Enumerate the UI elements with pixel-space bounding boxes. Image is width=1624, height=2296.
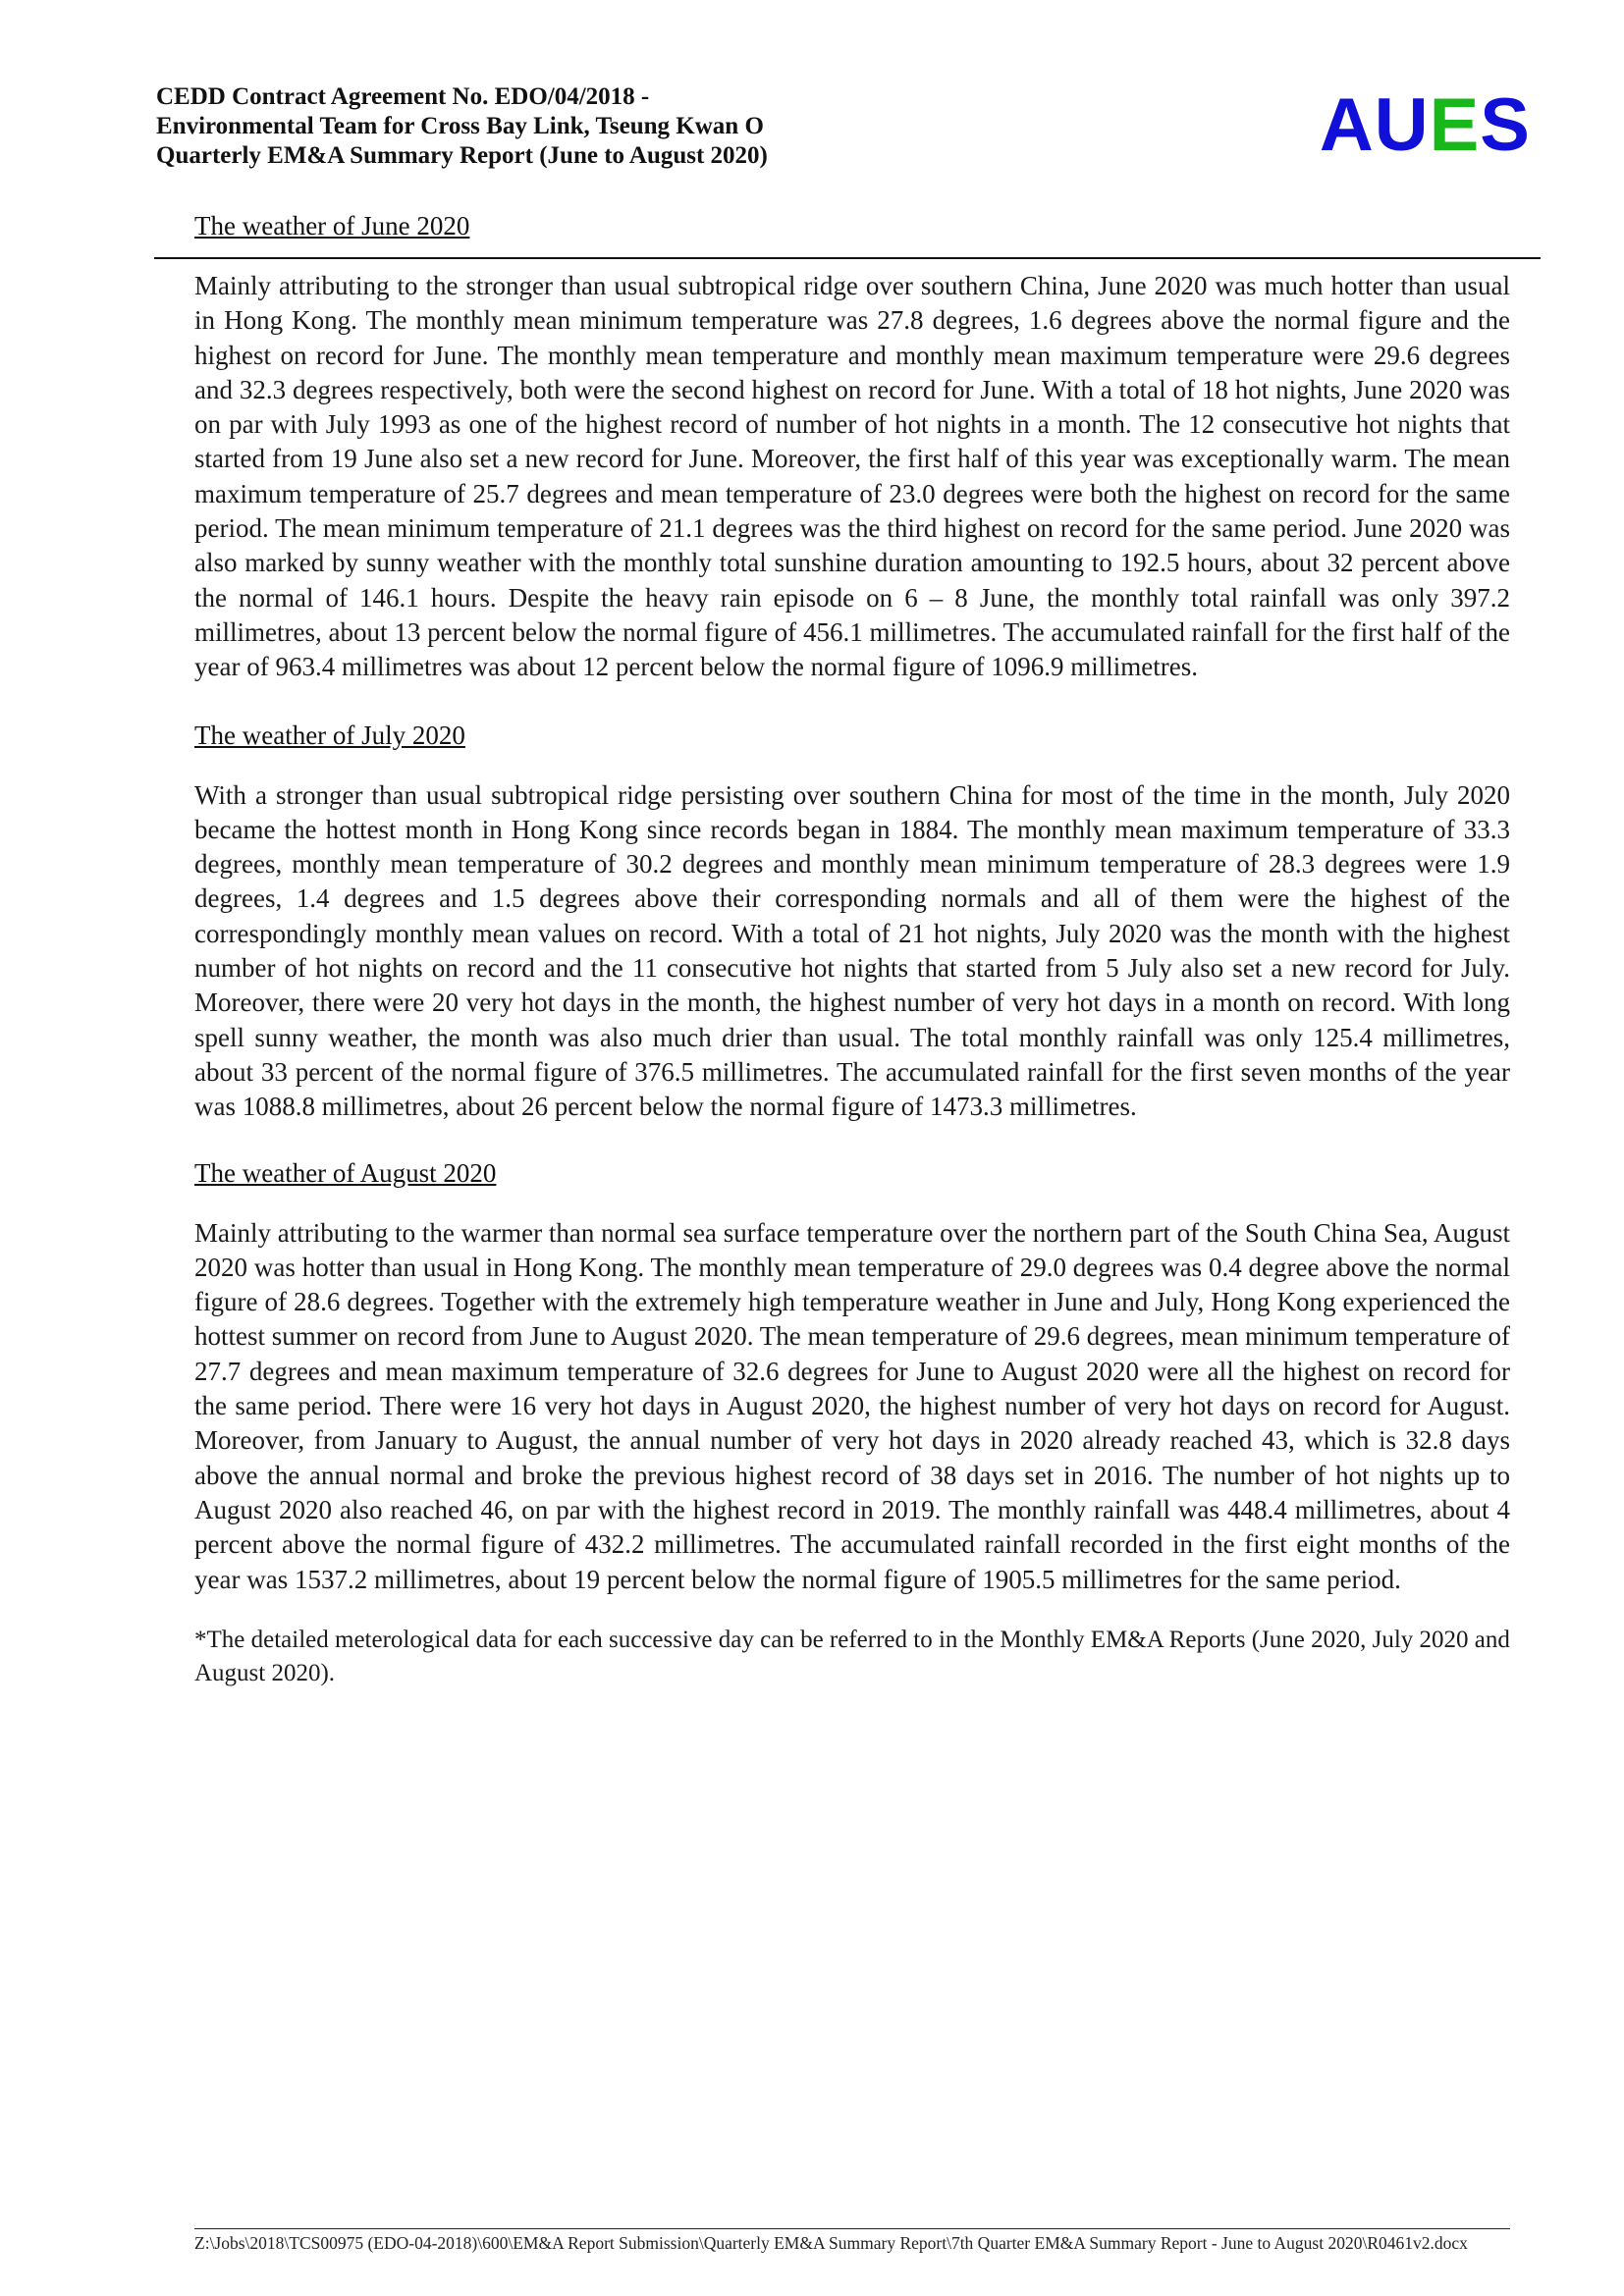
header-report-line: Quarterly EM&A Summary Report (June to August 2020): [156, 142, 768, 169]
section-title-august: The weather of August 2020: [194, 1157, 497, 1188]
report-body: [194, 210, 1510, 1690]
logo-part-2: E: [1429, 83, 1481, 167]
header-text: [156, 82, 768, 171]
footnote: *The detailed meterological data for each successive day can be referred to in the Monthly EM&A Reports (June 2020, July 2020 and August 2020).: [194, 1626, 1510, 1686]
section-title-june: The weather of June 2020: [194, 211, 470, 240]
logo-part-3: S: [1480, 83, 1531, 167]
section-body-july: With a stronger than usual subtropical ridge persisting over southern China for most of the time in the month, July 2020 became the hottest month in Hong Kong since records began in 1884. The monthly mean maximum temperature of 33.3 degrees, monthly mean temperature of 30.2 degrees and monthly mean minimum temperature of 28.3 degrees were 1.9 degrees, 1.4 degrees and 1.5 degrees above their corresponding normals and all of them were the highest of the correspondingly monthly mean values on record. With a total of 21 hot nights, July 2020 was the month with the highest number of hot nights on record and the 11 consecutive hot nights that started from 5 July also set a new record for July. Moreover, there were 20 very hot days in the month, the highest number of very hot days in a month on record. With long spell sunny weather, the month was also much drier than usual. The total monthly rainfall was only 125.4 millimetres, about 33 percent of the normal figure of 376.5 millimetres. The accumulated rainfall for the first seven months of the year was 1088.8 millimetres, about 26 percent below the normal figure of 1473.3 millimetres.: [194, 779, 1510, 1122]
section-body-august: Mainly attributing to the warmer than normal sea surface temperature over the northern part of the South China Sea, August 2020 was hotter than usual in Hong Kong. The monthly mean temperature of 29.0 degrees was 0.4 degree above the normal figure of 28.6 degrees. Together with the extremely high temperature weather in June and July, Hong Kong experienced the hottest summer on record from June to August 2020. The mean temperature of 29.6 degrees, mean minimum temperature of 27.7 degrees and mean maximum temperature of 32.6 degrees for June to August 2020 were all the highest on record for the same period. There were 16 very hot days in August 2020, the highest number of very hot days on record for August. Moreover, from January to August, the annual number of very hot days in 2020 already reached 43, which is 32.8 days above the annual normal and broke the previous highest record of 38 days set in 2016. The number of hot nights up to August 2020 also reached 46, on par with the highest record in 2019. The monthly rainfall was 448.4 millimetres, about 4 percent above the normal figure of 432.2 millimetres. The accumulated rainfall recorded in the first eight months of the year was 1537.2 millimetres, about 19 percent below the normal figure of 1905.5 millimetres for the same period.: [194, 1217, 1510, 1594]
section-body-june: Mainly attributing to the stronger than usual subtropical ridge over southern China, June 2020 was much hotter than usual in Hong Kong. The monthly mean minimum temperature was 27.8 degrees, 1.6 degrees above the normal figure and the highest on record for June. The monthly mean temperature and monthly mean maximum temperature were 29.6 degrees and 32.3 degrees respectively, both were the second highest on record for June. With a total of 18 hot nights, June 2020 was on par with July 1993 as one of the highest record of number of hot nights in a month. The 12 consecutive hot nights that started from 19 June also set a new record for June. Moreover, the first half of this year was exceptionally warm. The mean maximum temperature of 25.7 degrees and mean temperature of 23.0 degrees were both the highest on record for the same period. The mean minimum temperature of 21.1 degrees was the third highest on record for the same period. June 2020 was also marked by sunny weather with the monthly total sunshine duration amounting to 192.5 hours, about 32 percent above the normal of 146.1 hours. Despite the heavy rain episode on 6 – 8 June, the monthly total rainfall was only 397.2 millimetres, about 13 percent below the normal figure of 456.1 millimetres. The accumulated rainfall for the first half of the year of 963.4 millimetres was about 12 percent below the normal figure of 1096.9 millimetres.: [194, 271, 1510, 682]
header-team-line: Environmental Team for Cross Bay Link, Tseung Kwan O: [156, 113, 764, 139]
page-header: [154, 82, 1541, 177]
section-title-july: The weather of July 2020: [194, 720, 465, 750]
header-contract-line: CEDD Contract Agreement No. EDO/04/2018 -: [156, 83, 650, 110]
aues-logo: [1319, 83, 1531, 167]
logo-part-1: AU: [1319, 83, 1430, 167]
footer-divider: [194, 2228, 1510, 2229]
footer-file-path: Z:\Jobs\2018\TCS00975 (EDO-04-2018)\600\EM&A Report Submission\Quarterly EM&A Summary Report\7th Quarter EM&A Summary Report - June to August 2020\R0461v2.docx: [194, 2233, 1468, 2253]
